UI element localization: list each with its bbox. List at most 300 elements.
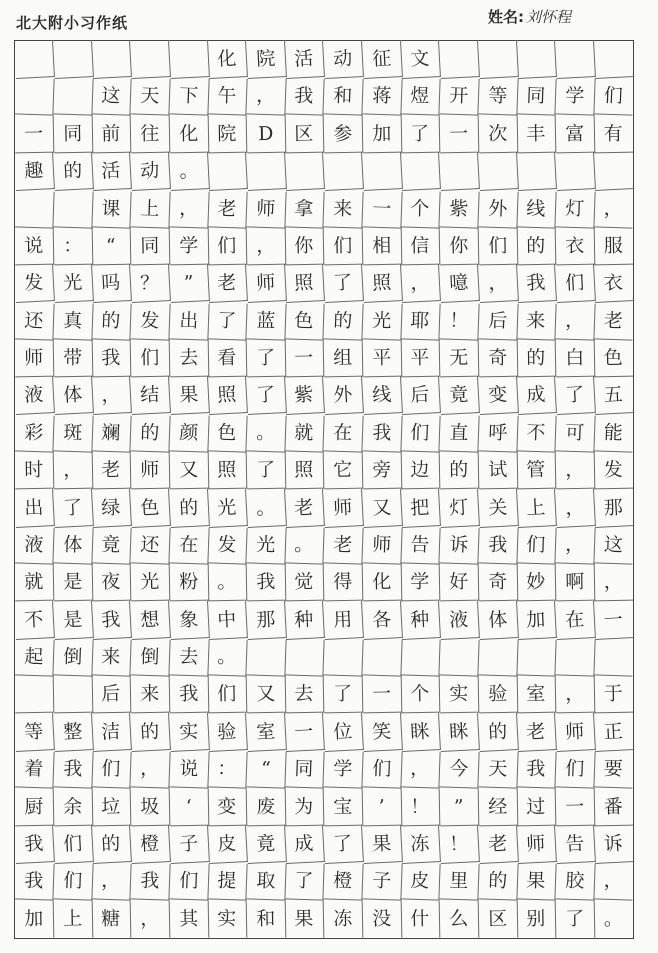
grid-cell: 师 — [15, 340, 54, 378]
grid-cell: 斑 — [53, 414, 93, 453]
grid-cell: 的 — [478, 863, 518, 902]
grid-cell: 耶 — [401, 302, 441, 341]
grid-cell: 灯 — [555, 190, 595, 229]
grid-cell: 了 — [246, 340, 285, 378]
grid-cell — [246, 638, 286, 677]
grid-cell: ， — [555, 526, 595, 565]
grid-cell: 体 — [478, 601, 519, 640]
grid-cell: 前 — [92, 115, 131, 153]
grid-cell: 的 — [517, 340, 556, 378]
grid-cell: 有 — [594, 115, 633, 153]
grid-cell: 和 — [246, 900, 285, 938]
grid-cell: 在 — [169, 526, 209, 565]
grid-cell: 午 — [207, 78, 247, 117]
grid-cell: 想 — [130, 601, 171, 640]
grid-cell: 紫 — [284, 376, 325, 415]
grid-cell: 组 — [324, 340, 363, 378]
grid-cell: 煜 — [401, 78, 441, 117]
grid-cell: 告 — [401, 526, 441, 565]
grid-cell: 体 — [53, 526, 93, 565]
grid-cell: 冻 — [400, 825, 441, 864]
grid-cell: 发 — [594, 452, 633, 490]
writing-grid — [14, 40, 634, 939]
grid-cell: 后 — [400, 376, 441, 415]
grid-cell: 老 — [478, 825, 519, 864]
grid-cell: 师 — [323, 489, 364, 528]
grid-cell: 活 — [91, 152, 132, 191]
grid-cell: 过 — [517, 788, 556, 826]
grid-cell: 去 — [285, 676, 324, 714]
grid-cell: 余 — [53, 788, 92, 826]
grid-cell: 无 — [440, 340, 479, 378]
grid-cell — [516, 152, 557, 191]
grid-cell: 变 — [208, 788, 247, 826]
grid-cell — [323, 152, 364, 191]
grid-cell: 颜 — [169, 414, 209, 453]
grid-cell: 看 — [208, 340, 247, 378]
grid-cell: 结 — [130, 376, 171, 415]
grid-cell: 是 — [53, 601, 94, 640]
grid-cell: 实 — [440, 676, 479, 714]
grid-cell: 后 — [92, 676, 131, 714]
grid-cell: 开 — [439, 78, 479, 117]
grid-cell: 胶 — [555, 863, 595, 902]
grid-cell: 师 — [516, 825, 557, 864]
grid-cell: 室 — [246, 713, 287, 752]
grid-cell: 实 — [208, 900, 247, 938]
grid-cell: 液 — [14, 526, 54, 565]
grid-cell: 们 — [169, 863, 209, 902]
grid-cell — [555, 40, 596, 79]
grid-cell: 天 — [478, 750, 518, 789]
grid-cell: 院 — [246, 40, 287, 79]
grid-cell: 你 — [440, 228, 479, 266]
grid-cell: 参 — [324, 115, 363, 153]
grid-cell: 化 — [362, 564, 401, 602]
grid-cell — [555, 152, 596, 191]
grid-cell: 这 — [92, 78, 132, 117]
grid-cell: 诉 — [593, 825, 634, 864]
grid-cell: 绿 — [91, 489, 132, 528]
grid-cell — [246, 152, 287, 191]
grid-cell — [439, 40, 480, 79]
grid-cell: 光 — [207, 489, 248, 528]
grid-cell: 加 — [15, 900, 54, 938]
grid-cell: 外 — [478, 190, 518, 229]
grid-cell: 一 — [284, 713, 325, 752]
grid-cell: 提 — [207, 863, 247, 902]
grid-cell: 种 — [284, 601, 325, 640]
grid-cell: 学 — [169, 228, 208, 266]
grid-cell: 同 — [516, 78, 556, 117]
grid-cell: 师 — [246, 190, 286, 229]
grid-cell — [53, 78, 93, 117]
grid-cell: 学 — [401, 564, 440, 602]
grid-cell: 用 — [323, 601, 364, 640]
grid-cell: 真 — [53, 302, 93, 341]
grid-cell: ： — [53, 228, 92, 266]
grid-cell: 。 — [246, 489, 287, 528]
grid-cell: 时 — [15, 452, 54, 490]
grid-cell: 我 — [91, 601, 132, 640]
grid-cell: 于 — [594, 676, 633, 714]
grid-cell: 是 — [53, 564, 92, 602]
grid-cell: 发 — [130, 302, 170, 341]
grid-cell — [53, 40, 94, 79]
grid-cell: 院 — [208, 115, 247, 153]
grid-cell: 平 — [401, 340, 440, 378]
grid-cell: 我 — [53, 750, 93, 789]
grid-cell: 又 — [169, 452, 208, 490]
grid-cell: 别 — [517, 900, 556, 938]
grid-cell: 厨 — [15, 788, 54, 826]
grid-cell: 们 — [478, 228, 517, 266]
grid-cell: ， — [400, 264, 441, 303]
grid-cell: 的 — [478, 713, 519, 752]
grid-cell: 在 — [323, 414, 363, 453]
grid-cell: ， — [555, 676, 594, 714]
grid-cell: 了 — [323, 264, 364, 303]
grid-cell: 学 — [555, 78, 595, 117]
grid-cell: 的 — [53, 152, 94, 191]
grid-cell: 光 — [131, 564, 170, 602]
grid-cell: 奇 — [478, 564, 517, 602]
grid-cell: 皮 — [207, 825, 248, 864]
grid-cell: 信 — [401, 228, 440, 266]
grid-cell: 。 — [208, 564, 247, 602]
grid-cell: 我 — [14, 863, 54, 902]
grid-cell: 色 — [207, 414, 247, 453]
grid-cell: 带 — [53, 340, 92, 378]
grid-cell: 们 — [362, 750, 402, 789]
grid-cell: 皮 — [401, 863, 441, 902]
grid-cell: 一 — [362, 676, 401, 714]
grid-cell: 们 — [516, 526, 556, 565]
grid-cell: 管 — [517, 452, 556, 490]
grid-cell — [14, 40, 55, 79]
grid-cell: 还 — [130, 526, 170, 565]
grid-cell: 往 — [131, 115, 170, 153]
grid-cell: ， — [92, 863, 132, 902]
grid-cell — [130, 40, 171, 79]
grid-cell: 什 — [401, 900, 440, 938]
grid-cell: 衣 — [593, 264, 634, 303]
grid-cell: ！ — [401, 788, 440, 826]
grid-cell — [53, 676, 92, 714]
grid-cell — [516, 638, 556, 677]
grid-cell: 等 — [478, 78, 518, 117]
grid-cell: 平 — [362, 340, 401, 378]
grid-cell: 边 — [401, 452, 440, 490]
grid-cell: ， — [246, 78, 286, 117]
grid-cell: 的 — [91, 825, 132, 864]
grid-cell: 丰 — [517, 115, 556, 153]
grid-cell: 试 — [478, 452, 517, 490]
grid-cell: 说 — [169, 750, 209, 789]
grid-cell: 糖 — [92, 900, 131, 938]
grid-cell: 发 — [14, 264, 55, 303]
grid-cell: 它 — [324, 452, 363, 490]
grid-cell: 动 — [130, 152, 171, 191]
grid-cell: 紫 — [439, 190, 479, 229]
grid-cell: 们 — [324, 228, 363, 266]
grid-cell: 上 — [53, 900, 92, 938]
grid-cell: 天 — [130, 78, 170, 117]
grid-cell: 活 — [284, 40, 325, 79]
grid-cell: 要 — [594, 750, 634, 789]
grid-cell: 服 — [594, 228, 633, 266]
grid-cell: 去 — [169, 638, 209, 677]
grid-cell: 线 — [516, 190, 556, 229]
grid-cell — [593, 40, 634, 79]
grid-cell: 外 — [323, 376, 364, 415]
grid-cell: 把 — [400, 489, 441, 528]
grid-cell: 化 — [207, 40, 248, 79]
grid-cell: 老 — [594, 302, 634, 341]
grid-cell: 粉 — [169, 564, 208, 602]
grid-cell: 倒 — [53, 638, 93, 677]
grid-cell: D — [246, 115, 285, 153]
student-name-field — [488, 6, 571, 27]
grid-cell: 噫 — [439, 264, 480, 303]
grid-cell: 你 — [285, 228, 324, 266]
grid-cell — [439, 638, 479, 677]
grid-cell: 色 — [285, 302, 325, 341]
grid-cell: ， — [555, 489, 596, 528]
grid-cell: 了 — [323, 825, 364, 864]
grid-cell: 里 — [439, 863, 479, 902]
grid-cell: 们 — [208, 228, 247, 266]
grid-cell: 学 — [323, 750, 363, 789]
grid-cell: ？ — [130, 264, 171, 303]
grid-cell: 我 — [478, 526, 518, 565]
grid-cell: 和 — [323, 78, 363, 117]
grid-cell: 液 — [14, 376, 55, 415]
grid-cell: 去 — [169, 340, 208, 378]
grid-cell — [169, 40, 210, 79]
grid-cell: 照 — [207, 376, 248, 415]
grid-cell: 废 — [246, 788, 285, 826]
grid-cell: 富 — [555, 115, 594, 153]
grid-cell: 下 — [169, 78, 209, 117]
grid-cell: 得 — [324, 564, 363, 602]
grid-cell — [478, 638, 518, 677]
grid-cell: 区 — [285, 115, 324, 153]
grid-cell: 老 — [284, 489, 325, 528]
grid-cell: ： — [207, 750, 247, 789]
grid-cell: 们 — [555, 264, 596, 303]
grid-cell: 老 — [516, 713, 557, 752]
grid-cell: 变 — [478, 376, 519, 415]
grid-cell — [15, 676, 54, 714]
grid-cell: 们 — [92, 750, 132, 789]
grid-cell: ， — [401, 750, 441, 789]
grid-cell: 相 — [362, 228, 401, 266]
grid-cell: 。 — [246, 414, 286, 453]
grid-cell: ， — [131, 900, 170, 938]
grid-cell: 实 — [169, 713, 210, 752]
grid-cell: 直 — [439, 414, 479, 453]
grid-cell: 告 — [555, 825, 596, 864]
grid-cell: 区 — [478, 900, 517, 938]
grid-cell: 竟 — [246, 825, 287, 864]
grid-cell: ， — [555, 452, 594, 490]
student-name: 刘怀程 — [526, 8, 572, 26]
grid-cell: 验 — [478, 676, 517, 714]
grid-cell: 说 — [15, 228, 54, 266]
grid-cell: 了 — [246, 452, 285, 490]
grid-cell: 一 — [440, 115, 479, 153]
grid-cell: 。 — [603, 907, 624, 930]
grid-cell: 我 — [246, 564, 285, 602]
grid-cell: 没 — [362, 900, 401, 938]
grid-cell: 果 — [169, 376, 210, 415]
grid-cell — [516, 40, 557, 79]
grid-cell: ” — [169, 264, 210, 303]
grid-cell: 趣 — [14, 152, 55, 191]
grid-cell: 动 — [323, 40, 364, 79]
grid-cell: 了 — [246, 376, 287, 415]
grid-cell: 我 — [130, 863, 170, 902]
grid-cell: 光 — [362, 302, 402, 341]
grid-cell: ， — [246, 228, 285, 266]
grid-cell: 果 — [285, 900, 324, 938]
grid-cell: ， — [594, 863, 634, 902]
grid-cell: 后 — [478, 302, 518, 341]
grid-cell: 个 — [401, 190, 441, 229]
grid-cell: 我 — [169, 676, 208, 714]
grid-cell: 不 — [14, 601, 55, 640]
grid-cell: 旁 — [362, 452, 401, 490]
grid-cell: 中 — [207, 601, 248, 640]
grid-cell: 同 — [131, 228, 170, 266]
grid-cell: 好 — [440, 564, 479, 602]
grid-cell: 出 — [169, 302, 209, 341]
grid-cell: 加 — [516, 601, 557, 640]
grid-cell: 等 — [14, 713, 55, 752]
grid-cell: 一 — [593, 601, 634, 640]
grid-cell: 垃 — [92, 788, 131, 826]
grid-cell: 文 — [400, 40, 441, 79]
grid-cell: 个 — [401, 676, 440, 714]
grid-cell: 竟 — [92, 526, 132, 565]
grid-cell: 奇 — [478, 340, 517, 378]
grid-cell: 子 — [362, 863, 402, 902]
grid-cell: 我 — [14, 825, 55, 864]
grid-cell: 的 — [517, 228, 556, 266]
grid-cell: 了 — [555, 376, 596, 415]
grid-cell: 各 — [362, 601, 403, 640]
grid-cell: 蓝 — [246, 302, 286, 341]
grid-cell: 来 — [92, 638, 132, 677]
grid-cell: 验 — [207, 713, 248, 752]
grid-cell: 。 — [285, 526, 325, 565]
grid-cell — [478, 152, 519, 191]
grid-cell: 可 — [555, 414, 595, 453]
grid-cell: 么 — [440, 900, 479, 938]
grid-cell: 老 — [323, 526, 363, 565]
grid-cell: 了 — [53, 489, 94, 528]
grid-cell: 照 — [208, 452, 247, 490]
grid-cell: 老 — [207, 190, 247, 229]
grid-cell: 竟 — [439, 376, 480, 415]
grid-cell: ’ — [362, 788, 401, 826]
grid-cell — [401, 638, 441, 677]
grid-cell: 其 — [169, 900, 208, 938]
grid-cell: “ — [246, 750, 286, 789]
grid-cell: 拿 — [285, 190, 325, 229]
grid-cell — [14, 190, 54, 229]
grid-cell — [400, 152, 441, 191]
grid-cell: 啊 — [555, 564, 594, 602]
grid-cell: 课 — [92, 190, 132, 229]
grid-cell: 老 — [207, 264, 248, 303]
page-header — [0, 0, 658, 40]
grid-cell: 那 — [593, 489, 634, 528]
grid-cell: 师 — [362, 526, 402, 565]
grid-cell: 番 — [594, 788, 633, 826]
grid-cell: ， — [53, 452, 92, 490]
grid-cell: 关 — [478, 489, 519, 528]
grid-cell: 次 — [478, 115, 517, 153]
grid-cell: 们 — [401, 414, 441, 453]
grid-cell: 体 — [53, 376, 94, 415]
grid-cell: 化 — [169, 115, 208, 153]
grid-cell: 取 — [246, 863, 286, 902]
grid-cell: 橙 — [323, 863, 363, 902]
grid-cell: 能 — [594, 414, 634, 453]
grid-cell: 们 — [131, 340, 170, 378]
grid-cell: 这 — [594, 526, 634, 565]
grid-cell: 斓 — [92, 414, 132, 453]
grid-cell: 了 — [207, 302, 247, 341]
grid-cell: 眯 — [400, 713, 441, 752]
grid-cell: 经 — [478, 788, 517, 826]
grid-cell: 室 — [517, 676, 556, 714]
grid-cell: 子 — [169, 825, 210, 864]
grid-cell: 诉 — [439, 526, 479, 565]
grid-cell — [555, 638, 595, 677]
grid-cell: 整 — [53, 713, 94, 752]
grid-cell: 橙 — [130, 825, 171, 864]
grid-cell: 的 — [440, 452, 479, 490]
grid-cell: 我 — [285, 78, 325, 117]
grid-cell: 今 — [439, 750, 479, 789]
grid-cell: 我 — [516, 750, 556, 789]
grid-cell: 老 — [92, 452, 131, 490]
grid-cell: 吗 — [91, 264, 132, 303]
grid-cell: 来 — [323, 190, 363, 229]
grid-cell: ， — [91, 376, 132, 415]
grid-cell — [362, 638, 402, 677]
grid-cell: 一 — [15, 115, 54, 153]
grid-cell: 眯 — [439, 713, 480, 752]
grid-cell: 色 — [130, 489, 171, 528]
grid-cell — [362, 152, 403, 191]
grid-cell: 种 — [400, 601, 441, 640]
grid-cell: 们 — [555, 750, 595, 789]
grid-cell: 一 — [285, 340, 324, 378]
grid-cell: 正 — [593, 713, 634, 752]
grid-cell: 上 — [516, 489, 557, 528]
grid-cell: 在 — [555, 601, 596, 640]
grid-cell: 洁 — [91, 713, 132, 752]
grid-cell: 光 — [53, 264, 94, 303]
grid-cell: ， — [169, 190, 209, 229]
grid-cell: 我 — [516, 264, 557, 303]
grid-cell: 加 — [362, 115, 401, 153]
grid-cell: 象 — [169, 601, 210, 640]
